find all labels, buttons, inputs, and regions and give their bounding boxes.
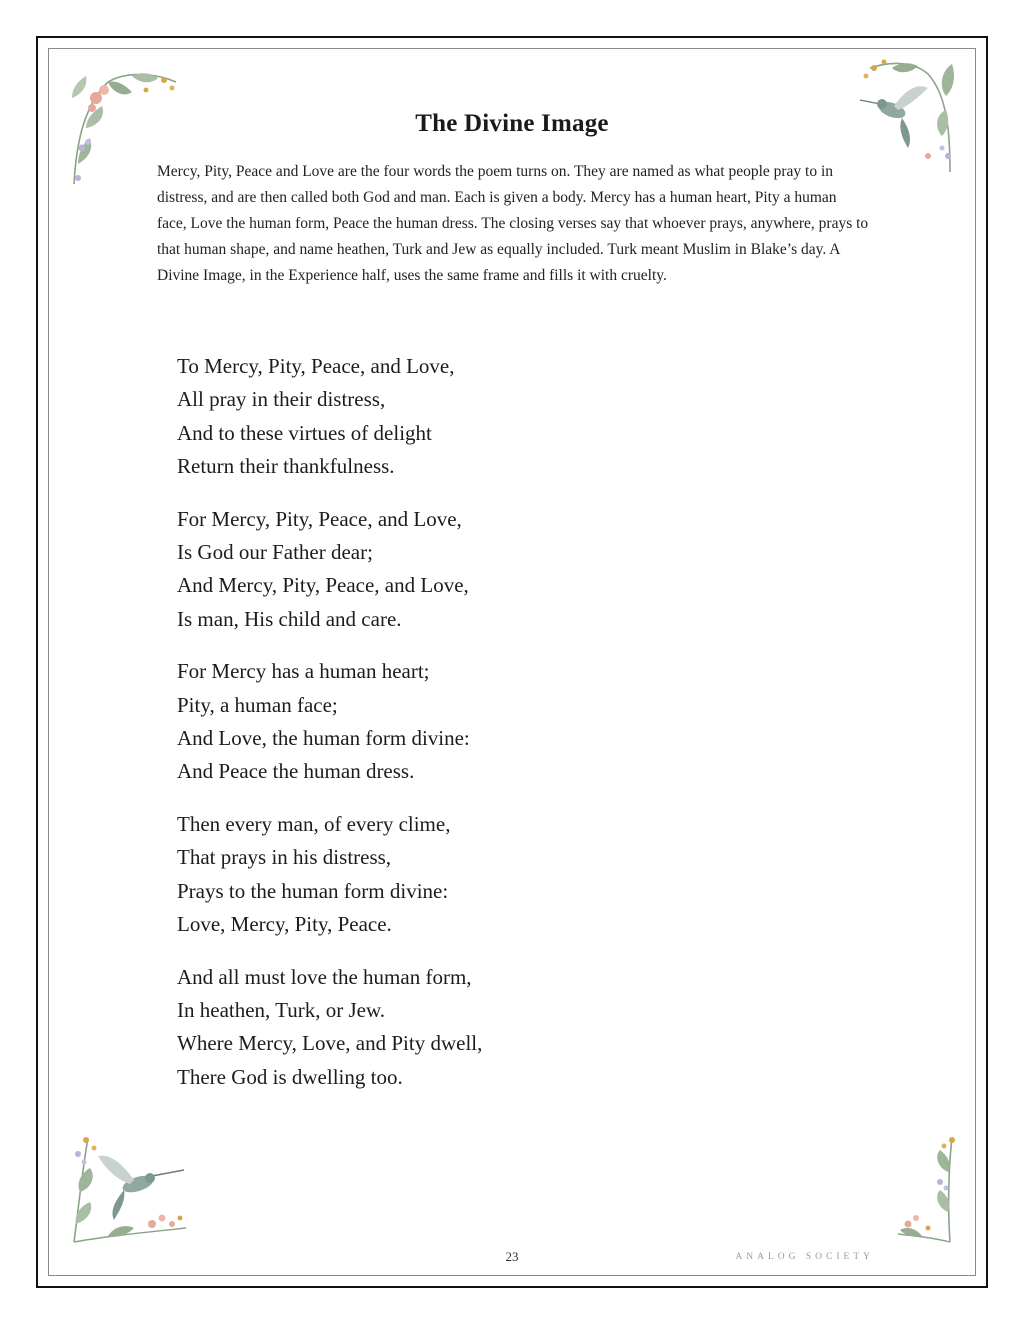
poem-line: For Mercy, Pity, Peace, and Love, [177,506,462,531]
poem-line: That prays in his distress, [177,845,392,870]
floral-corner-bottom-right-icon [894,1132,958,1248]
stanza-2 [177,503,777,637]
poem-line: And Peace the human dress. [177,759,415,784]
footer-brand: ANALOG SOCIETY [735,1252,874,1262]
poem-line: To Mercy, Pity, Peace, and Love, [177,354,455,378]
stanza-3 [177,655,777,789]
page-title: The Divine Image [415,110,609,137]
poem-line: Then every man, of every clime, [177,811,451,836]
poem-body [177,350,777,1113]
intro-paragraph: Mercy, Pity, Peace and Love are the four words the poem turns on. They are named as what people pray to in distress, and are then called both God and man. Each is given a body. Mercy has a human heart, Pity a human face, Love the human form, Peace the human dress. The closing verses say that whoever prays, anywhere, prays to that human shape, and name heathen, Turk and Jew as equally included. Turk meant Muslim in Blake’s day. A Divine Image, in the Experience half, uses the same frame and fills it with cruelty. [157,163,869,284]
poem-line: And Love, the human form divine: [177,726,470,751]
poem-line: All pray in their distress, [177,387,386,412]
hummingbird-icon [98,1156,184,1220]
poem-line: Pity, a human face; [177,692,338,717]
poem-line: And Mercy, Pity, Peace, and Love, [177,573,469,598]
page-number: 23 [505,1249,519,1264]
floral-corner-bottom-left-icon [68,1132,192,1248]
stanza-5 [177,961,777,1095]
poem-line: Return their thankfulness. [177,454,395,479]
poem-line: And to these virtues of delight [177,420,432,445]
poem-line: In heathen, Turk, or Jew. [177,997,386,1022]
poem-line: Is God our Father dear; [177,540,373,565]
poem-line: For Mercy has a human heart; [177,659,430,684]
poem-line: There God is dwelling too. [177,1064,403,1089]
stanza-1 [177,350,777,484]
poem-line: Is man, His child and care. [177,606,402,631]
poem-line: Where Mercy, Love, and Pity dwell, [177,1031,483,1056]
poem-line: Prays to the human form divine: [177,878,449,903]
poem-line: Love, Mercy, Pity, Peace. [177,912,392,937]
poem-line: And all must love the human form, [177,964,472,989]
stanza-4 [177,808,777,942]
